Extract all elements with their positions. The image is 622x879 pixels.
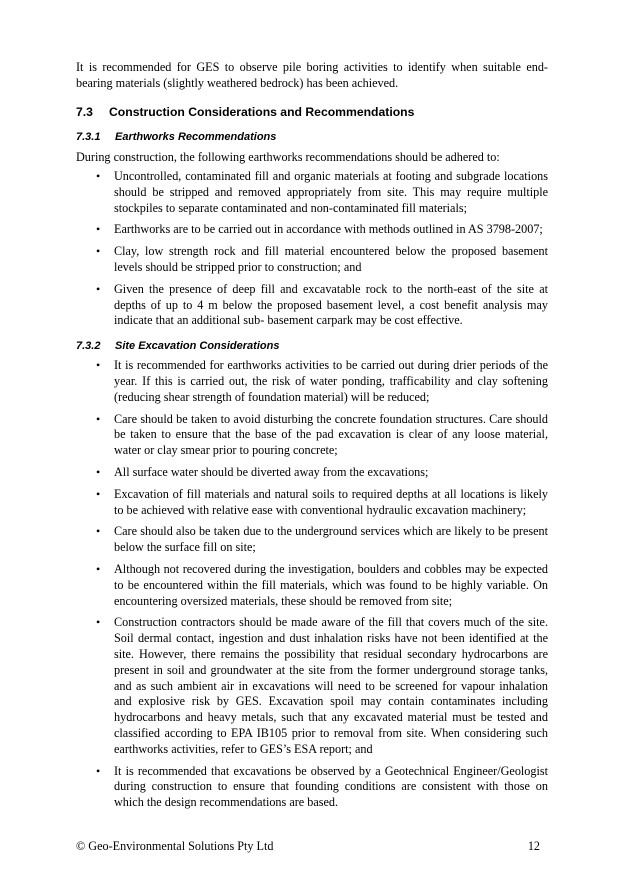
footer-copyright: © Geo-Environmental Solutions Pty Ltd bbox=[76, 839, 274, 853]
subsection-title: Site Excavation Considerations bbox=[115, 340, 280, 353]
list-item-text: Construction contractors should be made aware of the fill that covers much of the site. Soil dermal contact, ingestion and dust inhalation risks have not been identified at the site. However, there remains the possibility that residual secondary hydrocarbons are present in soil and groundwater at the site from the former underground storage tanks, and as such ambient air in excavations will need to be screened for vapour inhalation and explosive risk by GES. Excavation spoil may contain contaminates including hydrocarbons and heavy metals, such that any excavated material must be tested and classified according to EPA IB105 prior to removal from site. When considering such earthworks activities, refer to GES’s ESA report; and bbox=[114, 615, 548, 756]
list-item bbox=[76, 222, 548, 238]
bullet-icon: • bbox=[96, 358, 101, 373]
bullet-icon: • bbox=[96, 411, 101, 426]
bullet-icon: • bbox=[96, 222, 101, 237]
section-heading bbox=[76, 104, 548, 120]
list-item bbox=[76, 244, 548, 276]
page-content bbox=[76, 59, 548, 817]
page-footer bbox=[76, 838, 540, 854]
bullet-icon: • bbox=[96, 524, 101, 539]
list-item bbox=[76, 169, 548, 216]
list-item bbox=[76, 358, 548, 405]
bullet-icon: • bbox=[96, 464, 101, 479]
list-item-text: Given the presence of deep fill and excavatable rock to the north-east of the site at depths of up to 4 m below the proposed basement level, a cost benefit analysis may indicate that an additional sub- basement carpark may be cost effective. bbox=[114, 281, 548, 328]
bullet-icon: • bbox=[96, 169, 101, 183]
list-item bbox=[76, 615, 548, 757]
bullet-icon: • bbox=[96, 281, 101, 296]
list-item-text: Clay, low strength rock and fill material encountered below the proposed basement levels should be stripped prior to construction; and bbox=[114, 244, 548, 274]
list-item bbox=[76, 487, 548, 519]
bullet-icon: • bbox=[96, 561, 101, 576]
bullet-icon: • bbox=[96, 486, 101, 501]
excavation-list bbox=[76, 358, 548, 811]
subsection-heading-earthworks bbox=[76, 130, 548, 145]
subsection-title: Earthworks Recommendations bbox=[115, 131, 277, 143]
list-item-text: Care should be taken to avoid disturbing the concrete foundation structures. Care should be taken to ensure that the base of the pad excavation is clear of any loose material, water or clay smear prior to pouring concrete; bbox=[114, 411, 548, 458]
list-item-text: It is recommended that excavations be observed by a Geotechnical Engineer/Geologist during construction to ensure that founding conditions are consistent with those on which the design recommendations are based. bbox=[114, 763, 548, 810]
bullet-icon: • bbox=[96, 244, 101, 259]
page-number: 12 bbox=[527, 839, 540, 853]
earthworks-list bbox=[76, 169, 548, 329]
bullet-icon: • bbox=[96, 763, 101, 778]
list-item bbox=[76, 764, 548, 811]
list-item bbox=[76, 465, 548, 481]
section-title: Construction Considerations and Recommendations bbox=[109, 105, 415, 119]
list-item-text: All surface water should be diverted away from the excavations; bbox=[114, 464, 429, 479]
intro-paragraph: It is recommended for GES to observe pile boring activities to identify when suitable end-bearing materials (slightly weathered bedrock) has been achieved. bbox=[76, 60, 548, 90]
bullet-icon: • bbox=[96, 615, 101, 630]
section-number: 7.3 bbox=[76, 105, 93, 119]
list-item bbox=[76, 562, 548, 609]
subsection-number: 7.3.1 bbox=[76, 131, 101, 143]
list-item-text: Earthworks are to be carried out in accordance with methods outlined in AS 3798-2007; bbox=[114, 222, 543, 237]
list-item bbox=[76, 282, 548, 329]
subsection-heading-excavation bbox=[76, 339, 548, 354]
list-item-text: Excavation of fill materials and natural soils to required depths at all locations is likely to be achieved with relative ease with conventional hydraulic excavation machinery; bbox=[114, 486, 548, 517]
list-item-text: Care should also be taken due to the underground services which are likely to be present below the surface fill on site; bbox=[114, 524, 548, 555]
list-item bbox=[76, 412, 548, 459]
earthworks-lead: During construction, the following earthworks recommendations should be adhered to: bbox=[76, 150, 500, 164]
list-item-text: Uncontrolled, contaminated fill and organic materials at footing and subgrade locations should be stripped and removed appropriately from site. This may require multiple stockpiles to separate contaminated and non-contaminated fill materials; bbox=[114, 169, 548, 215]
list-item-text: It is recommended for earthworks activities to be carried out during drier periods of the year. If this is carried out, the risk of water ponding, trafficability and clay softening (reducing shear strength of foundation material) will be reduced; bbox=[114, 358, 548, 404]
list-item-text: Although not recovered during the investigation, boulders and cobbles may be expected to be encountered within the fill materials, which was found to be highly variable. On encountering oversized materials, these should be removed from site; bbox=[114, 561, 548, 608]
subsection-number: 7.3.2 bbox=[76, 340, 101, 353]
list-item bbox=[76, 524, 548, 556]
